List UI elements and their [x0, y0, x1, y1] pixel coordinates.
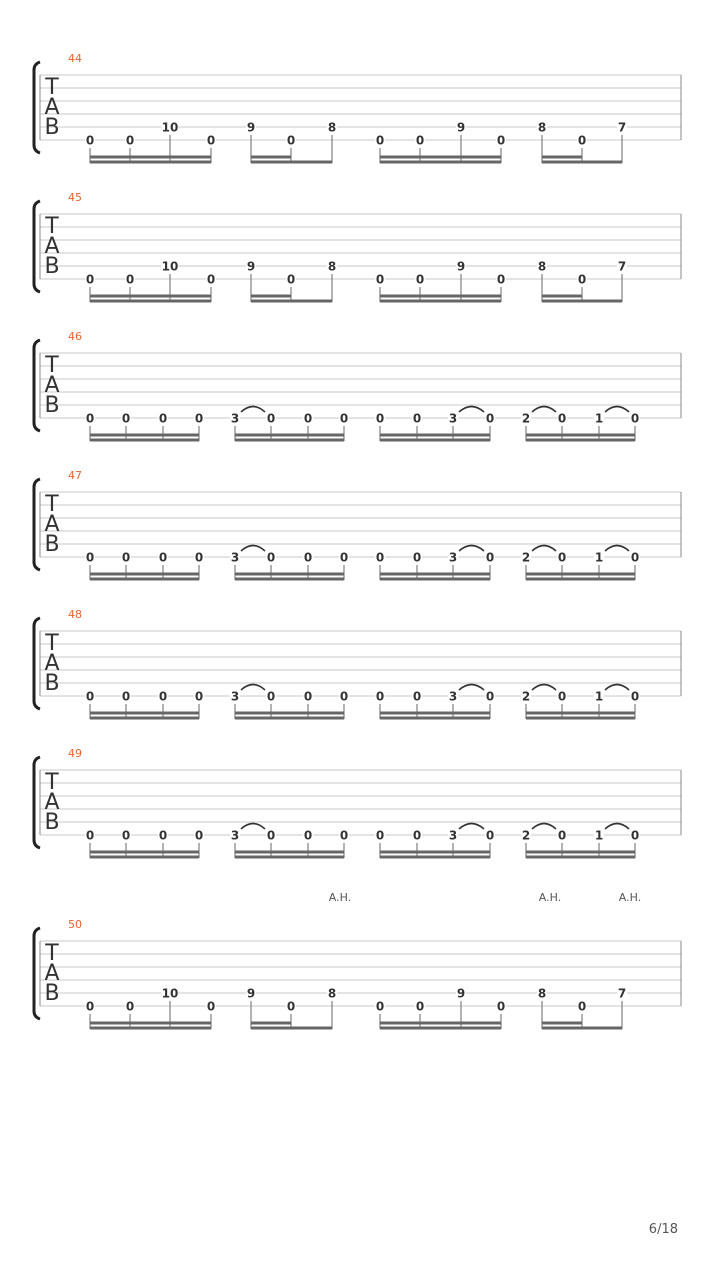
- measure-number: 49: [68, 747, 82, 760]
- tab-clef-letter: B: [44, 115, 60, 140]
- system-bracket: [34, 757, 40, 848]
- slur-arc: [605, 407, 629, 413]
- fret-number: 3: [230, 689, 240, 704]
- slur-arc: [532, 685, 556, 691]
- fret-number: 0: [158, 411, 168, 426]
- fret-number: 0: [158, 550, 168, 565]
- fret-number: 7: [617, 986, 627, 1001]
- fret-number: 1: [594, 689, 604, 704]
- slur-arc: [532, 824, 556, 830]
- tab-clef-letter: A: [44, 790, 60, 815]
- slur-arc: [605, 685, 629, 691]
- slur-arc: [241, 824, 265, 830]
- fret-number: 8: [327, 120, 337, 135]
- fret-number: 0: [630, 411, 640, 426]
- system-bracket: [34, 201, 40, 292]
- fret-number: 0: [496, 999, 506, 1014]
- tab-clef-letter: T: [45, 770, 59, 795]
- fret-number: 0: [485, 411, 495, 426]
- fret-number: 0: [158, 689, 168, 704]
- fret-number: 0: [194, 550, 204, 565]
- fret-number: 1: [594, 550, 604, 565]
- tab-clef-letter: A: [44, 95, 60, 120]
- fret-number: 10: [161, 120, 179, 135]
- measure-number: 45: [68, 191, 82, 204]
- system-bracket: [34, 479, 40, 570]
- fret-number: 0: [557, 550, 567, 565]
- measure-number: 46: [68, 330, 82, 343]
- slur-arc: [459, 546, 484, 552]
- fret-number: 9: [456, 986, 466, 1001]
- fret-number: 0: [125, 272, 135, 287]
- fret-number: 0: [415, 133, 425, 148]
- measure-number: 44: [68, 52, 82, 65]
- fret-number: 0: [85, 550, 95, 565]
- slur-arc: [459, 824, 484, 830]
- fret-number: 0: [206, 133, 216, 148]
- tab-clef-letter: A: [44, 234, 60, 259]
- fret-number: 0: [85, 133, 95, 148]
- slur-arc: [459, 407, 484, 413]
- measure-number: 47: [68, 469, 82, 482]
- fret-number: 0: [415, 999, 425, 1014]
- fret-number: 0: [557, 411, 567, 426]
- fret-number: 0: [496, 133, 506, 148]
- fret-number: 8: [537, 120, 547, 135]
- slur-arc: [532, 407, 556, 413]
- fret-number: 2: [521, 411, 531, 426]
- fret-number: 3: [230, 411, 240, 426]
- fret-number: 0: [375, 689, 385, 704]
- fret-number: 0: [266, 828, 276, 843]
- fret-number: 0: [630, 550, 640, 565]
- slur-arc: [241, 407, 265, 413]
- fret-number: 0: [158, 828, 168, 843]
- system-bracket: [34, 62, 40, 153]
- fret-number: 0: [286, 133, 296, 148]
- fret-number: 0: [339, 550, 349, 565]
- fret-number: 8: [537, 986, 547, 1001]
- fret-number: 0: [412, 689, 422, 704]
- fret-number: 1: [594, 828, 604, 843]
- fret-number: 0: [485, 828, 495, 843]
- tab-clef-letter: T: [45, 75, 59, 100]
- fret-number: 0: [485, 689, 495, 704]
- fret-number: 9: [246, 120, 256, 135]
- fret-number: 0: [557, 689, 567, 704]
- fret-number: 3: [448, 550, 458, 565]
- fret-number: 0: [339, 411, 349, 426]
- fret-number: 8: [327, 259, 337, 274]
- fret-number: 10: [161, 986, 179, 1001]
- fret-number: 0: [303, 689, 313, 704]
- fret-number: 0: [266, 689, 276, 704]
- fret-number: 9: [456, 259, 466, 274]
- tab-clef-letter: T: [45, 631, 59, 656]
- fret-number: 3: [230, 828, 240, 843]
- measure-number: 50: [68, 918, 82, 931]
- artificial-harmonic-marking: A.H.: [328, 891, 352, 904]
- slur-arc: [605, 546, 629, 552]
- tab-clef-letter: B: [44, 981, 60, 1006]
- system-bracket: [34, 340, 40, 431]
- fret-number: 0: [577, 999, 587, 1014]
- fret-number: 0: [206, 272, 216, 287]
- fret-number: 0: [194, 411, 204, 426]
- fret-number: 0: [630, 689, 640, 704]
- fret-number: 2: [521, 828, 531, 843]
- fret-number: 0: [121, 411, 131, 426]
- fret-number: 0: [85, 272, 95, 287]
- tab-clef-letter: A: [44, 961, 60, 986]
- fret-number: 0: [303, 828, 313, 843]
- fret-number: 0: [125, 133, 135, 148]
- fret-number: 0: [125, 999, 135, 1014]
- fret-number: 0: [412, 828, 422, 843]
- fret-number: 3: [448, 828, 458, 843]
- fret-number: 0: [630, 828, 640, 843]
- fret-number: 0: [485, 550, 495, 565]
- artificial-harmonic-marking: A.H.: [538, 891, 562, 904]
- fret-number: 0: [577, 272, 587, 287]
- fret-number: 0: [577, 133, 587, 148]
- tab-clef-letter: B: [44, 810, 60, 835]
- fret-number: 0: [557, 828, 567, 843]
- fret-number: 0: [194, 828, 204, 843]
- fret-number: 0: [85, 411, 95, 426]
- fret-number: 0: [121, 828, 131, 843]
- fret-number: 0: [286, 999, 296, 1014]
- fret-number: 10: [161, 259, 179, 274]
- system-bracket: [34, 928, 40, 1019]
- tab-clef-letter: T: [45, 941, 59, 966]
- fret-number: 9: [246, 259, 256, 274]
- tab-clef-letter: T: [45, 353, 59, 378]
- fret-number: 0: [496, 272, 506, 287]
- fret-number: 0: [194, 689, 204, 704]
- fret-number: 0: [121, 689, 131, 704]
- fret-number: 0: [303, 411, 313, 426]
- slur-arc: [605, 824, 629, 830]
- fret-number: 0: [375, 828, 385, 843]
- fret-number: 0: [286, 272, 296, 287]
- fret-number: 9: [246, 986, 256, 1001]
- fret-number: 3: [448, 411, 458, 426]
- measure-number: 48: [68, 608, 82, 621]
- tab-clef-letter: B: [44, 393, 60, 418]
- system-bracket: [34, 618, 40, 709]
- fret-number: 8: [327, 986, 337, 1001]
- tab-clef-letter: A: [44, 651, 60, 676]
- fret-number: 0: [206, 999, 216, 1014]
- tab-clef-letter: A: [44, 512, 60, 537]
- fret-number: 8: [537, 259, 547, 274]
- fret-number: 0: [85, 828, 95, 843]
- fret-number: 3: [448, 689, 458, 704]
- slur-arc: [241, 685, 265, 691]
- fret-number: 2: [521, 689, 531, 704]
- fret-number: 0: [375, 133, 385, 148]
- fret-number: 7: [617, 120, 627, 135]
- fret-number: 2: [521, 550, 531, 565]
- slur-arc: [459, 685, 484, 691]
- fret-number: 0: [412, 550, 422, 565]
- slur-arc: [532, 546, 556, 552]
- fret-number: 0: [266, 411, 276, 426]
- fret-number: 0: [339, 689, 349, 704]
- tab-clef-letter: A: [44, 373, 60, 398]
- fret-number: 0: [339, 828, 349, 843]
- fret-number: 0: [375, 999, 385, 1014]
- tab-clef-letter: B: [44, 532, 60, 557]
- fret-number: 1: [594, 411, 604, 426]
- fret-number: 0: [375, 272, 385, 287]
- fret-number: 0: [121, 550, 131, 565]
- fret-number: 0: [266, 550, 276, 565]
- tab-clef-letter: B: [44, 254, 60, 279]
- fret-number: 0: [375, 550, 385, 565]
- fret-number: 0: [412, 411, 422, 426]
- fret-number: 0: [303, 550, 313, 565]
- fret-number: 0: [375, 411, 385, 426]
- artificial-harmonic-marking: A.H.: [618, 891, 642, 904]
- fret-number: 0: [415, 272, 425, 287]
- fret-number: 7: [617, 259, 627, 274]
- tab-clef-letter: T: [45, 492, 59, 517]
- page-number: 6/18: [648, 1222, 678, 1237]
- slur-arc: [241, 546, 265, 552]
- tab-clef-letter: B: [44, 671, 60, 696]
- fret-number: 3: [230, 550, 240, 565]
- tab-clef-letter: T: [45, 214, 59, 239]
- fret-number: 9: [456, 120, 466, 135]
- fret-number: 0: [85, 689, 95, 704]
- fret-number: 0: [85, 999, 95, 1014]
